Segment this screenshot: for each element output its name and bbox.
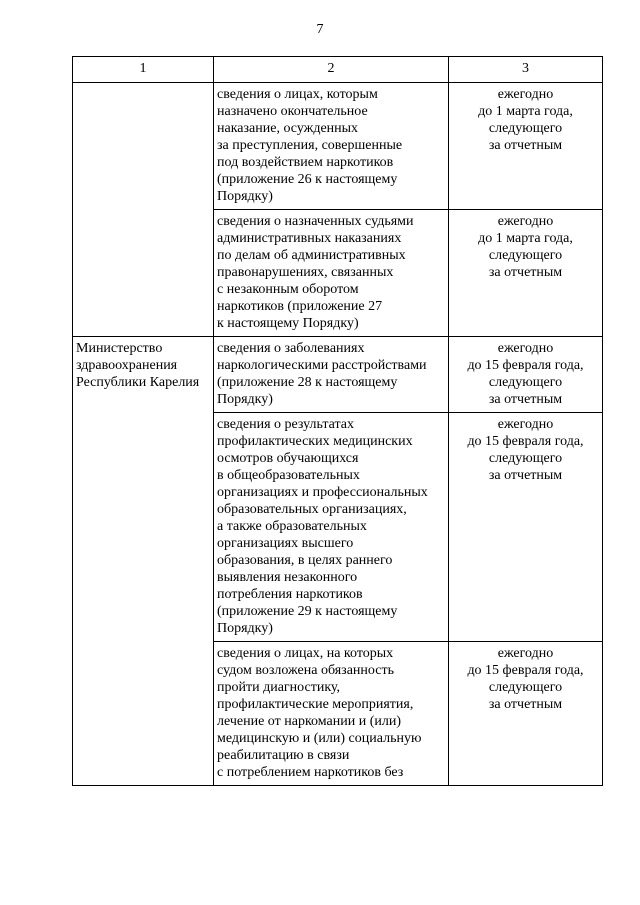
cell-text-line: за отчетным: [488, 392, 563, 407]
cell-text-line: за отчетным: [488, 265, 563, 280]
cell-text-line: медицинскую и (или) социальную: [217, 731, 422, 746]
organization-cell: [73, 83, 214, 337]
cell-text-line: за отчетным: [488, 138, 563, 153]
cell-text-line: (приложение 28 к настоящему: [217, 375, 398, 390]
cell-text-line: сведения о результатах: [217, 417, 355, 432]
cell-text-line: следующего: [488, 680, 563, 695]
cell-text-line: с потреблением наркотиков без: [217, 765, 404, 780]
cell-text-line: образовательных организациях,: [217, 502, 407, 517]
deadline-cell: [449, 83, 603, 210]
cell-text-line: организациях и профессиональных: [217, 485, 428, 500]
cell-text-line: до 15 февраля года,: [467, 358, 584, 373]
cell-text-line: наркотиков (приложение 27: [217, 299, 383, 314]
cell-text-line: (приложение 29 к настоящему: [217, 604, 398, 619]
cell-text-line: следующего: [488, 375, 563, 390]
cell-text-line: профилактические мероприятия,: [217, 697, 414, 712]
cell-text-line: Порядку): [217, 621, 273, 636]
cell-text-line: до 1 марта года,: [478, 231, 573, 246]
cell-text-line: ежегодно: [497, 646, 554, 661]
cell-text-line: следующего: [488, 248, 563, 263]
cell-text-line: сведения о лицах, которым: [217, 87, 378, 102]
cell-text-line: следующего: [488, 451, 563, 466]
cell-text-line: судом возложена обязанность: [217, 663, 394, 678]
organization-cell: [73, 337, 214, 786]
cell-text-line: назначено окончательное: [217, 104, 368, 119]
cell-text-line: реабилитацию в связи: [217, 748, 350, 763]
info-cell: [214, 210, 449, 337]
cell-text-line: под воздействием наркотиков: [217, 155, 394, 170]
cell-text-line: следующего: [488, 121, 563, 136]
cell-text-line: лечение от наркомании и (или): [217, 714, 402, 729]
cell-text-line: наказание, осужденных: [217, 121, 359, 136]
deadline-cell: [449, 413, 603, 642]
cell-text-line: сведения о лицах, на которых: [217, 646, 394, 661]
cell-text-line: пройти диагностику,: [217, 680, 341, 695]
cell-text-line: ежегодно: [497, 214, 554, 229]
cell-text-line: до 15 февраля года,: [467, 663, 584, 678]
cell-text-line: а также образовательных: [217, 519, 367, 534]
deadline-cell: [449, 210, 603, 337]
cell-text-line: за отчетным: [488, 468, 563, 483]
table-row: [73, 337, 603, 413]
cell-text-line: организациях высшего: [217, 536, 354, 551]
column-header-3: 3: [449, 57, 603, 83]
page-number: 7: [316, 22, 324, 37]
deadline-cell: [449, 642, 603, 786]
cell-text-line: ежегодно: [497, 417, 554, 432]
cell-text-line: осмотров обучающихся: [217, 451, 359, 466]
cell-text-line: наркологическими расстройствами: [217, 358, 427, 373]
cell-text-line: за отчетным: [488, 697, 563, 712]
info-cell: [214, 83, 449, 210]
column-header-2: 2: [214, 57, 449, 83]
cell-text-line: в общеобразовательных: [217, 468, 360, 483]
column-header-1: 1: [73, 57, 214, 83]
info-cell: [214, 413, 449, 642]
cell-text-line: по делам об административных: [217, 248, 406, 263]
cell-text-line: Республики Карелия: [76, 375, 200, 390]
cell-text-line: сведения о назначенных судьями: [217, 214, 414, 229]
info-cell: [214, 642, 449, 786]
cell-text-line: ежегодно: [497, 87, 554, 102]
cell-text-line: сведения о заболеваниях: [217, 341, 365, 356]
cell-text-line: профилактических медицинских: [217, 434, 413, 449]
reporting-table: [72, 56, 603, 786]
table-header-row: [73, 57, 603, 83]
cell-text-line: к настоящему Порядку): [217, 316, 359, 331]
cell-text-line: Министерство: [76, 341, 163, 356]
cell-text-line: за преступления, совершенные: [217, 138, 403, 153]
cell-text-line: ежегодно: [497, 341, 554, 356]
cell-text-line: здравоохранения: [76, 358, 178, 373]
deadline-cell: [449, 337, 603, 413]
cell-text-line: образования, в целях раннего: [217, 553, 393, 568]
cell-text-line: административных наказаниях: [217, 231, 402, 246]
cell-text-line: потребления наркотиков: [217, 587, 363, 602]
table-row: [73, 83, 603, 210]
cell-text-line: выявления незаконного: [217, 570, 358, 585]
cell-text-line: правонарушениях, связанных: [217, 265, 394, 280]
cell-text-line: до 1 марта года,: [478, 104, 573, 119]
cell-text-line: до 15 февраля года,: [467, 434, 584, 449]
cell-text-line: Порядку): [217, 189, 273, 204]
cell-text-line: (приложение 26 к настоящему: [217, 172, 398, 187]
cell-text-line: Порядку): [217, 392, 273, 407]
info-cell: [214, 337, 449, 413]
cell-text-line: с незаконным оборотом: [217, 282, 359, 297]
